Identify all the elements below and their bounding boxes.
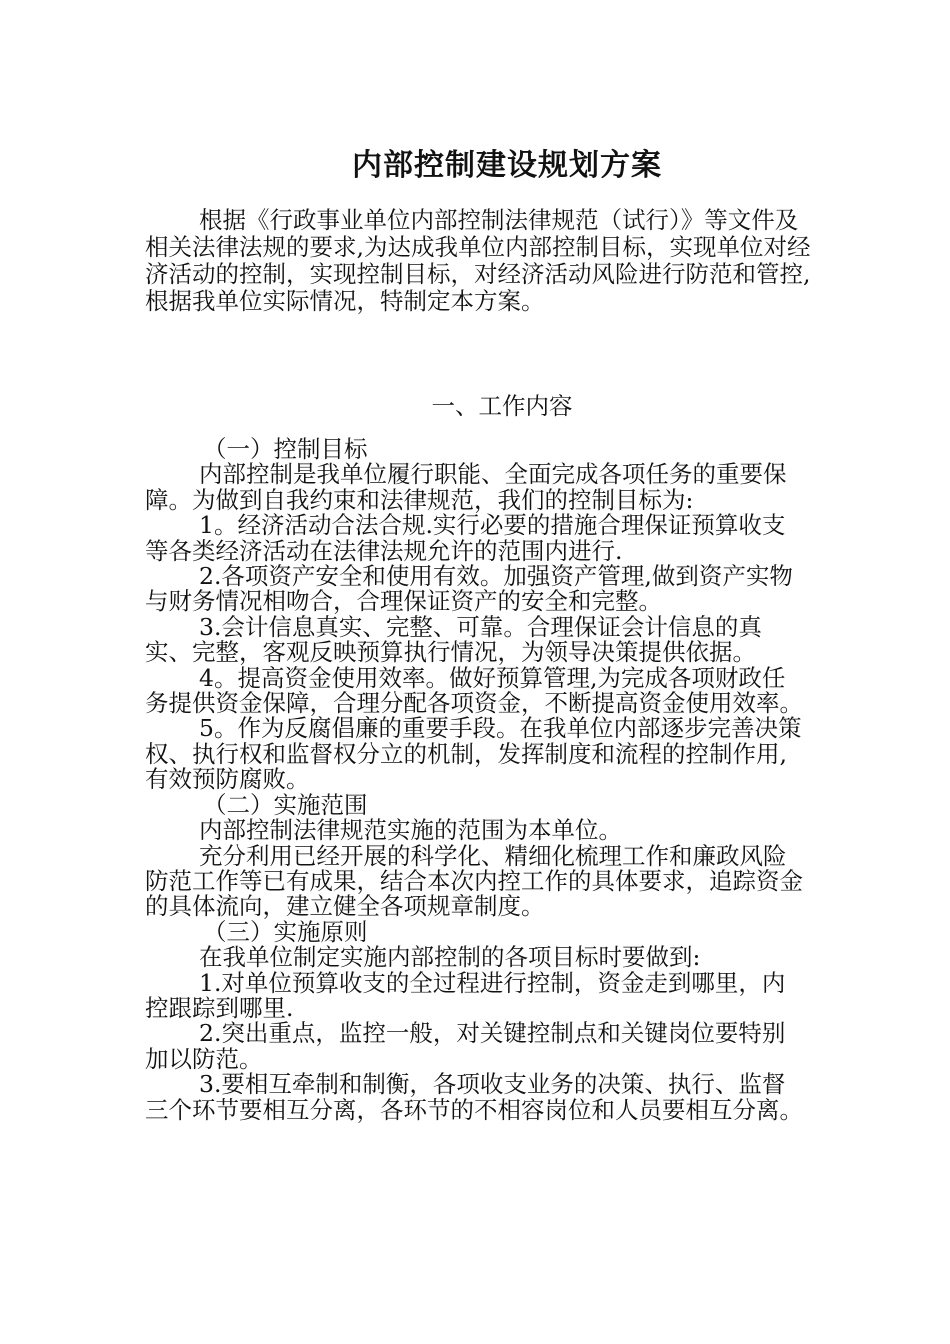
document-body xyxy=(145,437,805,1123)
intro-paragraph-block xyxy=(145,207,813,315)
goal-item: 2.各项资产安全和使用有效。加强资产管理,做到资产实物与财务情况相吻合，合理保证资产的安全和完整。 xyxy=(145,562,793,616)
subheading-control-goals: （一）控制目标 xyxy=(203,435,368,463)
goals-lead-paragraph: 内部控制是我单位履行职能、全面完成各项任务的重要保障。为做到自我约束和法律规范，我们的控制目标为: xyxy=(145,460,787,514)
intro-paragraph: 根据《行政事业单位内部控制法律规范（试行）》等文件及相关法律法规的要求,为达成我单位内部控制目标，实现单位对经济活动的控制，实现控制目标，对经济活动风险进行防范和管控,根据我单位实际情况，特制定本方案。 xyxy=(145,206,811,315)
principles-lead-paragraph: 在我单位制定实施内部控制的各项目标时要做到: xyxy=(199,943,701,972)
principle-item: 2.突出重点，监控一般，对关键控制点和关键岗位要特别加以防范。 xyxy=(145,1019,786,1073)
goal-item: 1。经济活动合法合规.实行必要的措施合理保证预算收支等各类经济活动在法律法规允许的范围内进行. xyxy=(145,511,786,565)
subheading-principles: （三）实施原则 xyxy=(203,917,368,946)
principle-item: 3.要相互牵制和制衡，各项收支业务的决策、执行、监督三个环节要相互分离，各环节的不相容岗位和人员要相互分离。 xyxy=(145,1070,803,1124)
goal-item: 3.会计信息真实、完整、可靠。合理保证会计信息的真实、完整，客观反映预算执行情况，为领导决策提供依据。 xyxy=(145,612,762,667)
principle-item: 1.对单位预算收支的全过程进行控制，资金走到哪里，内控跟踪到哪里. xyxy=(145,968,786,1022)
goal-item: 5。作为反腐倡廉的重要手段。在我单位内部逐步完善决策权、执行权和监督权分立的机制，发挥制度和流程的控制作用,有效预防腐败。 xyxy=(145,714,802,794)
scope-paragraph: 内部控制法律规范实施的范围为本单位。 xyxy=(199,816,622,845)
subheading-scope: （二）实施范围 xyxy=(203,790,368,819)
scope-paragraph: 充分利用已经开展的科学化、精细化梳理工作和廉政风险防范工作等已有成果，结合本次内控工作的具体要求，追踪资金的具体流向，建立健全各项规章制度。 xyxy=(145,841,803,921)
section-heading-work-content: 一、工作内容 xyxy=(431,392,573,420)
document-title: 内部控制建设规划方案 xyxy=(352,148,662,183)
goal-item: 4。提高资金使用效率。做好预算管理,为完成各项财政任务提供资金保障，合理分配各项资金，不断提高资金使用效率。 xyxy=(145,663,803,718)
